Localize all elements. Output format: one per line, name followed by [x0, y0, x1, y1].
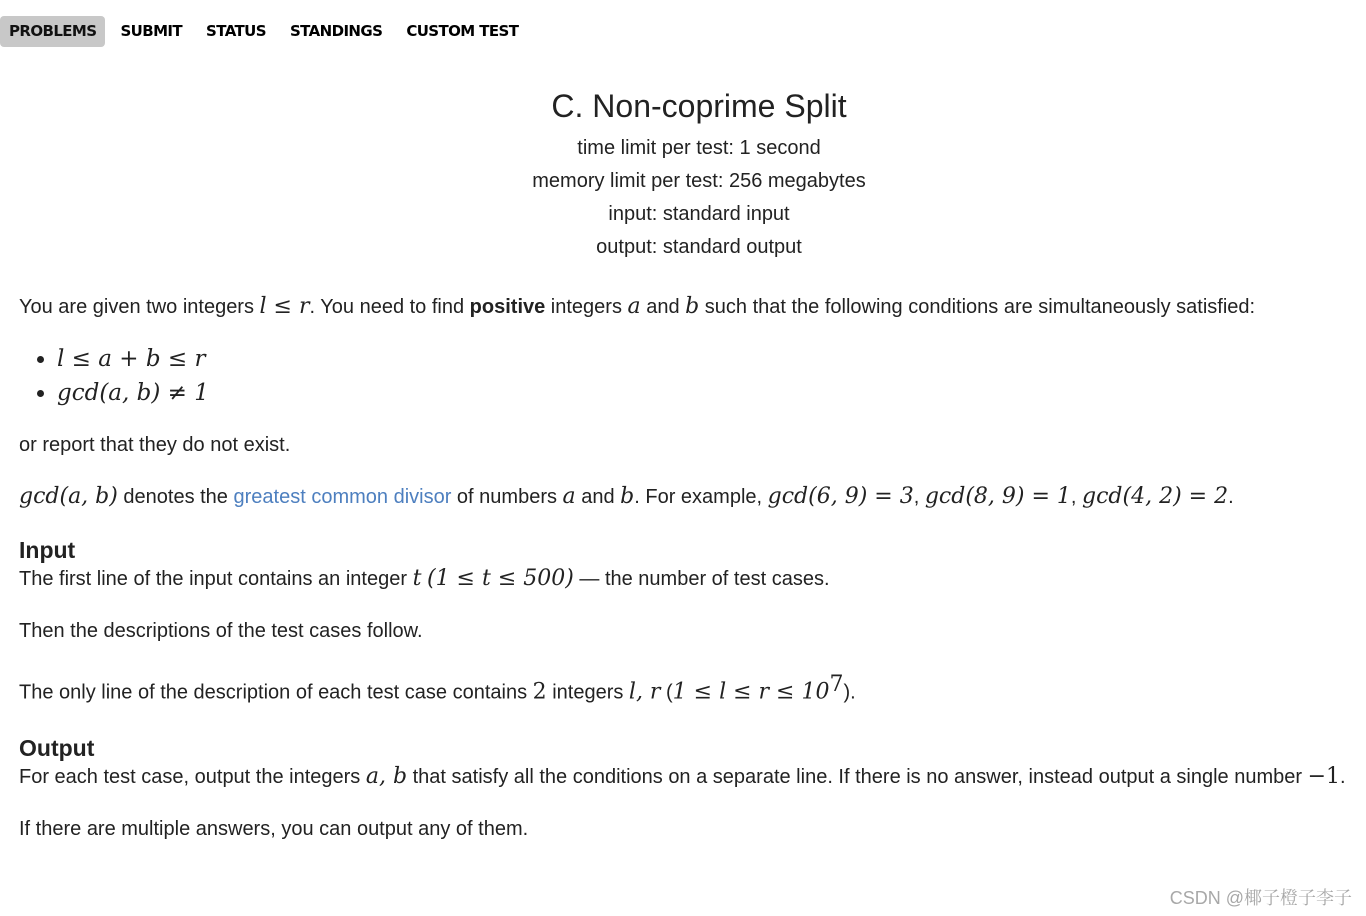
nav-problems[interactable]: PROBLEMS — [0, 16, 105, 47]
text: . — [1340, 765, 1346, 788]
text: You are given two integers — [19, 296, 260, 318]
nav-custom-test[interactable]: CUSTOM TEST — [406, 22, 519, 40]
nav-standings[interactable]: STANDINGS — [289, 22, 383, 40]
bold-positive: positive — [469, 296, 546, 318]
text: denotes the — [117, 486, 234, 508]
input-section-title: Input — [19, 537, 76, 563]
gcd-link[interactable]: greatest common divisor — [233, 486, 452, 508]
math-two: 2 — [532, 679, 547, 705]
math-b: b — [685, 294, 700, 319]
nav-status[interactable]: STATUS — [206, 22, 266, 40]
memory-limit: memory limit per test: 256 megabytes — [532, 170, 866, 192]
input-paragraph-3 — [19, 670, 1354, 708]
text: The only line of the description of each test case contains — [19, 681, 533, 704]
text: The first line of the input contains an integer — [19, 568, 413, 590]
math-b: b — [620, 484, 635, 509]
math-t: t — [412, 566, 422, 591]
text: . — [1228, 486, 1234, 508]
text: that satisfy all the conditions on a separate line. If there is no answer, instead output a single number — [407, 765, 1308, 788]
text: and — [640, 296, 686, 318]
math-exponent: 7 — [829, 672, 844, 697]
text: such that the following conditions are simultaneously satisfied: — [699, 296, 1256, 318]
math-lr-range: 1 ≤ l ≤ r ≤ 10 — [672, 679, 830, 705]
problem-header — [0, 84, 1366, 264]
output-section-title: Output — [19, 734, 95, 761]
problem-title: C. Non-coprime Split — [551, 88, 847, 124]
text: of numbers — [451, 486, 563, 508]
math-example-3: gcd(4, 2) = 2 — [1082, 484, 1229, 509]
math-gcd: gcd(a, b) — [19, 484, 118, 509]
output-paragraph-1 — [19, 762, 1354, 792]
text: ( — [660, 681, 673, 704]
math-a-b: a, b — [365, 763, 408, 789]
math-example-2: gcd(8, 9) = 1 — [924, 484, 1071, 509]
text: , — [913, 486, 925, 508]
text: ). — [843, 681, 856, 704]
nav-submit[interactable]: SUBMIT — [120, 22, 183, 40]
output-paragraph-2: If there are multiple answers, you can output any of them. — [19, 817, 529, 840]
math-t-range: (1 ≤ t ≤ 500) — [426, 566, 574, 591]
problem-statement — [19, 292, 1354, 844]
text: . For example, — [634, 486, 768, 508]
math-a: a — [562, 484, 576, 509]
output-file: output: standard output — [596, 236, 802, 258]
conditions-list — [19, 342, 1354, 410]
math-l-r: l, r — [628, 679, 661, 705]
time-limit: time limit per test: 1 second — [577, 137, 821, 159]
condition-item: • gcd(a, b) ≠ 1 — [57, 376, 1354, 410]
text: . You need to find — [309, 296, 470, 318]
statement-paragraph-3 — [19, 482, 1354, 512]
statement-paragraph-1 — [19, 292, 1354, 322]
top-nav — [0, 16, 533, 47]
watermark: CSDN @椰子橙子李子 — [1169, 888, 1352, 908]
math-example-1: gcd(6, 9) = 3 — [767, 484, 914, 509]
text: integers — [545, 296, 628, 318]
input-file: input: standard input — [608, 203, 790, 225]
text: integers — [546, 681, 629, 704]
text: — the number of test cases. — [573, 568, 830, 590]
math-minus-one: −1 — [1307, 763, 1341, 789]
input-paragraph-2: Then the descriptions of the test cases follow. — [19, 620, 423, 642]
text: For each test case, output the integers — [19, 765, 366, 788]
text: and — [575, 486, 621, 508]
condition-item: • l ≤ a + b ≤ r — [57, 342, 1354, 376]
text: , — [1070, 486, 1083, 508]
statement-paragraph-2: or report that they do not exist. — [19, 434, 291, 456]
math-a: a — [627, 294, 641, 319]
math-l-le-r: l ≤ r — [259, 294, 310, 319]
input-paragraph-1 — [19, 564, 1354, 594]
